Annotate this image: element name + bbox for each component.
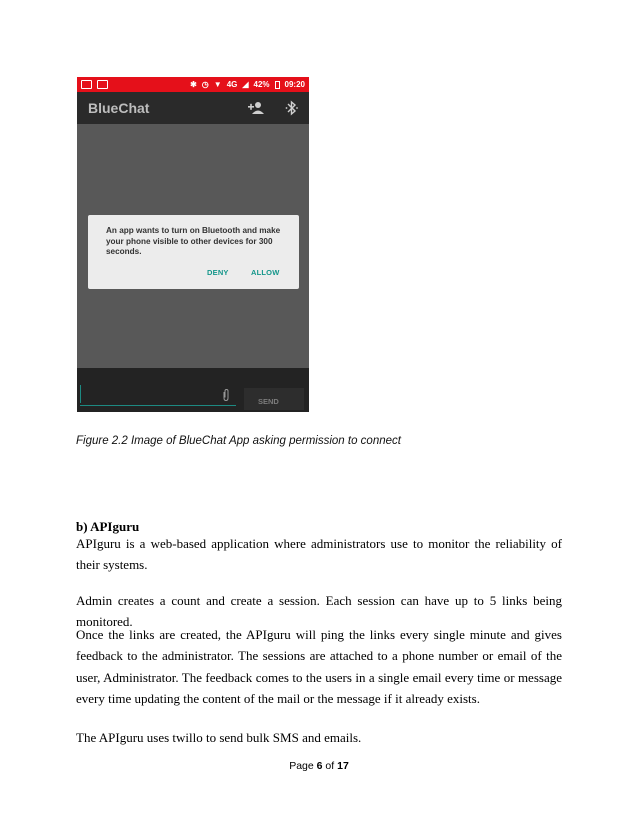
paragraph: The APIguru uses twillo to send bulk SMS and emails. bbox=[76, 730, 362, 745]
bluetooth-permission-dialog bbox=[88, 215, 299, 289]
allow-button[interactable]: ALLOW bbox=[251, 268, 280, 277]
message-input[interactable] bbox=[80, 405, 236, 406]
attachment-icon[interactable] bbox=[221, 388, 231, 402]
paragraph: Once the links are created, the APIguru will ping the links every single minute and gives feedback to the administrator. The sessions are attached to a phone number or email of the user, Administrator. The feedback comes to the users in a single email every time or message every time updating the content of the mail or the message if it already exists. bbox=[76, 627, 562, 706]
bluetooth-status-icon: ✱ bbox=[190, 80, 197, 89]
figure-caption: Figure 2.2 Image of BlueChat App asking permission to connect bbox=[76, 435, 401, 447]
send-button[interactable]: SEND bbox=[258, 397, 279, 406]
page-of: of bbox=[325, 760, 335, 772]
section-heading: b) APIguru bbox=[76, 519, 140, 534]
gallery-icon bbox=[81, 80, 92, 89]
battery-level: 42% bbox=[253, 80, 270, 89]
network-type: 4G bbox=[226, 80, 238, 89]
notification-icons bbox=[81, 80, 108, 89]
dialog-message: An app wants to turn on Bluetooth and make your phone visible to other devices for 300 seconds. bbox=[106, 226, 281, 256]
page-number bbox=[0, 760, 638, 772]
image-icon bbox=[97, 80, 108, 89]
app-bar bbox=[77, 92, 309, 124]
wifi-icon: ▼ bbox=[213, 80, 222, 89]
paragraph: APIguru is a web-based application where administrators use to monitor the reliability of their systems. bbox=[76, 536, 562, 573]
deny-button[interactable]: DENY bbox=[207, 268, 229, 277]
add-person-icon[interactable] bbox=[247, 101, 265, 115]
battery-icon bbox=[275, 81, 280, 89]
alarm-icon: ◷ bbox=[201, 80, 209, 89]
current-page: 6 bbox=[316, 760, 323, 772]
status-indicators bbox=[190, 79, 305, 90]
total-pages: 17 bbox=[337, 760, 349, 772]
page-prefix: Page bbox=[289, 760, 314, 772]
signal-icon: ◢ bbox=[242, 80, 249, 89]
paragraph: Admin creates a count and create a session. Each session can have up to 5 links being monitored. bbox=[76, 593, 562, 630]
status-time: 09:20 bbox=[284, 80, 305, 89]
app-title: BlueChat bbox=[88, 100, 150, 116]
text-cursor bbox=[80, 385, 81, 403]
bluechat-screenshot bbox=[77, 77, 309, 412]
message-composer bbox=[77, 368, 309, 412]
status-bar bbox=[77, 77, 309, 92]
bluetooth-icon[interactable] bbox=[285, 100, 299, 116]
